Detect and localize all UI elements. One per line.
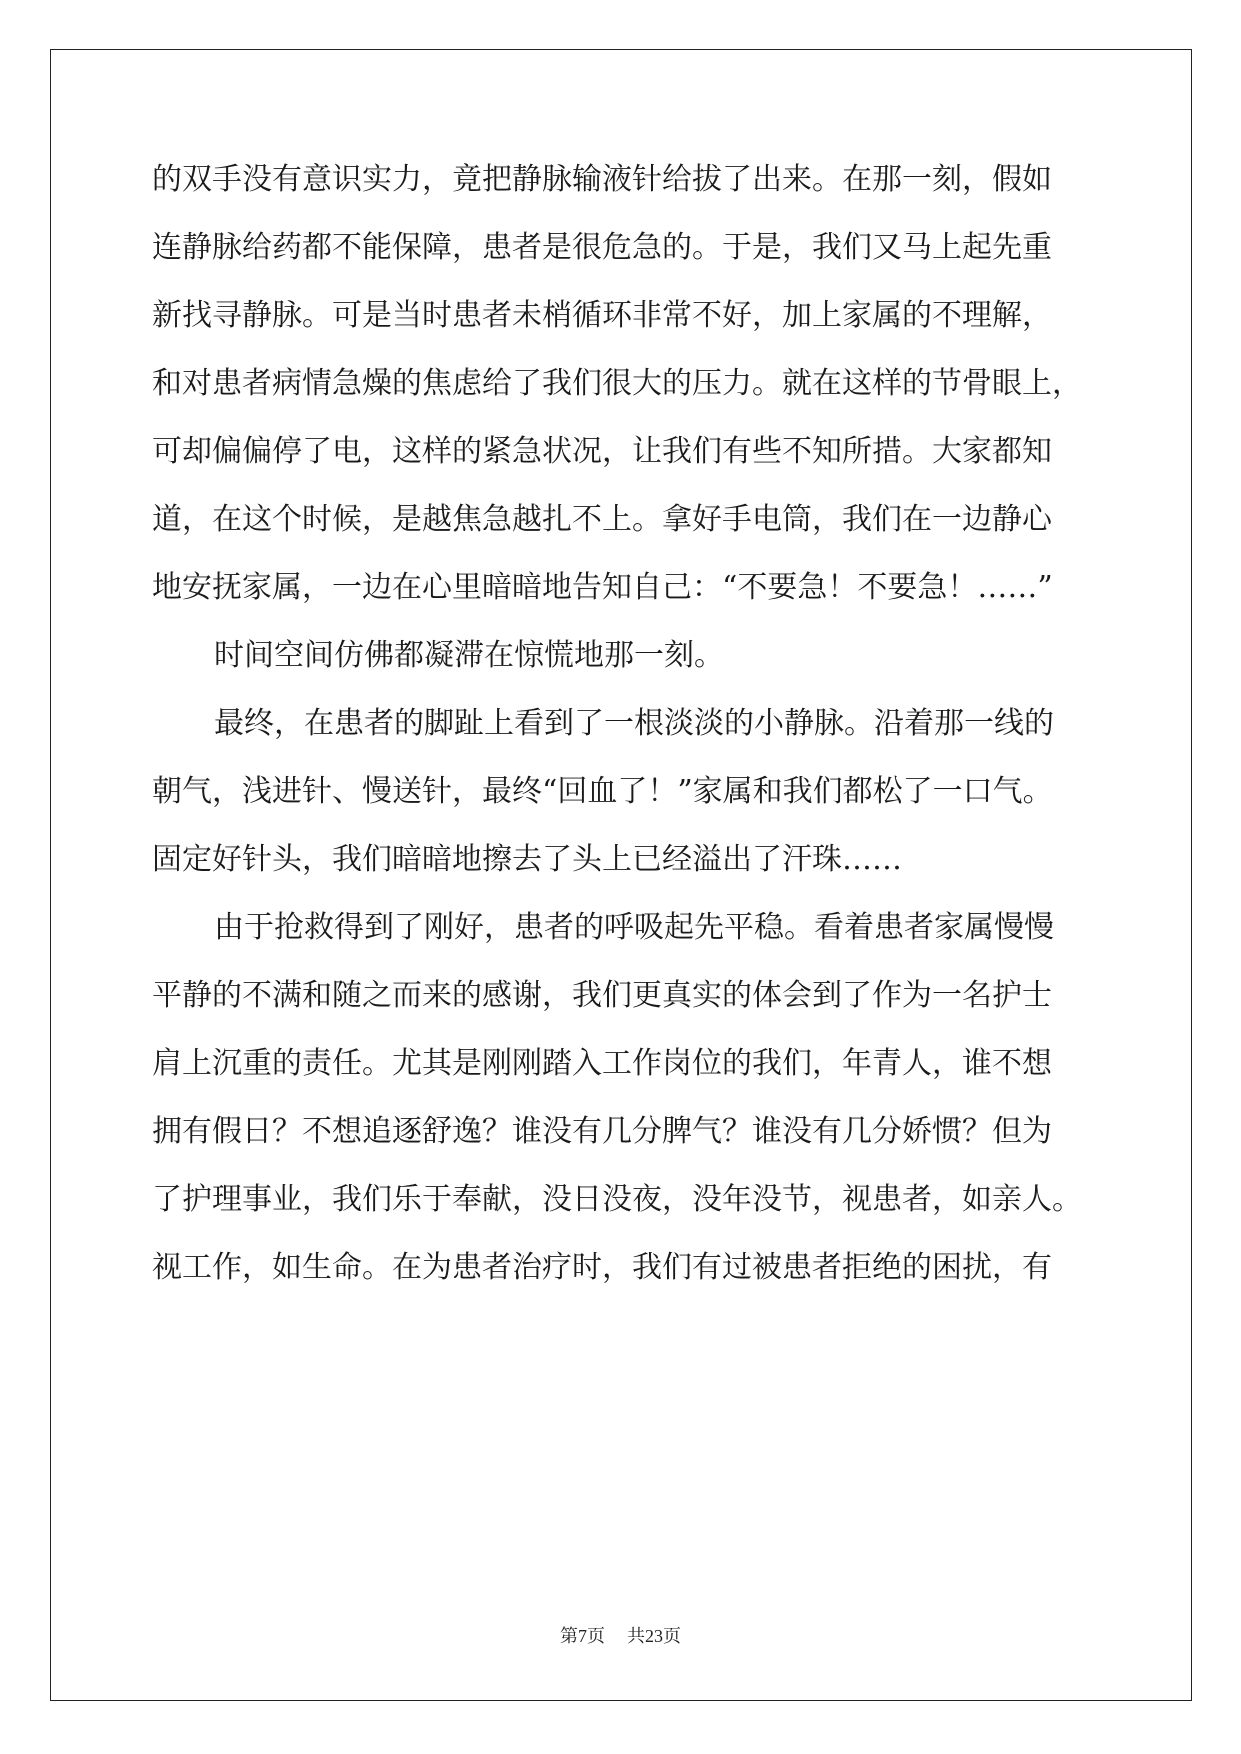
text-line: 的双手没有意识实力，竟把静脉输液针给拔了出来。在那一刻，假如 [152,162,1052,197]
text-line: 和对患者病情急燥的焦虑给了我们很大的压力。就在这样的节骨眼上， [152,366,1082,401]
text-line: 可却偏偏停了电，这样的紧急状况，让我们有些不知所措。大家都知 [152,434,1052,469]
page-footer [0,1624,1241,1648]
paragraph-first-line: 时间空间仿佛都凝滞在惊慌地那一刻。 [214,638,724,673]
text-line: 固定好针头，我们暗暗地擦去了头上已经溢出了汗珠…… [152,842,902,877]
paragraph-first-line: 由于抢救得到了刚好，患者的呼吸起先平稳。看着患者家属慢慢 [214,910,1054,945]
text-line: 连静脉给药都不能保障，患者是很危急的。于是，我们又马上起先重 [152,230,1052,265]
text-line: 肩上沉重的责任。尤其是刚刚踏入工作岗位的我们，年青人，谁不想 [152,1046,1052,1081]
text-line: 拥有假日？不想追逐舒逸？谁没有几分脾气？谁没有几分娇惯？但为 [152,1114,1052,1149]
text-line: 平静的不满和随之而来的感谢，我们更真实的体会到了作为一名护士 [152,978,1052,1013]
text-line: 朝气，浅进针、慢送针，最终“回血了！”家属和我们都松了一口气。 [152,774,1053,809]
page-number: 第7页 [560,1626,605,1646]
text-line: 新找寻静脉。可是当时患者未梢循环非常不好，加上家属的不理解， [152,298,1052,333]
text-line: 道，在这个时候，是越焦急越扎不上。拿好手电筒，我们在一边静心 [152,502,1052,537]
page-total: 共23页 [627,1626,681,1646]
text-line: 地安抚家属，一边在心里暗暗地告知自己：“不要急！不要急！……” [152,570,1053,605]
text-line: 了护理事业，我们乐于奉献，没日没夜，没年没节，视患者，如亲人。 [152,1182,1082,1217]
paragraph-first-line: 最终，在患者的脚趾上看到了一根淡淡的小静脉。沿着那一线的 [214,706,1054,741]
text-line: 视工作，如生命。在为患者治疗时，我们有过被患者拒绝的困扰，有 [152,1250,1052,1285]
